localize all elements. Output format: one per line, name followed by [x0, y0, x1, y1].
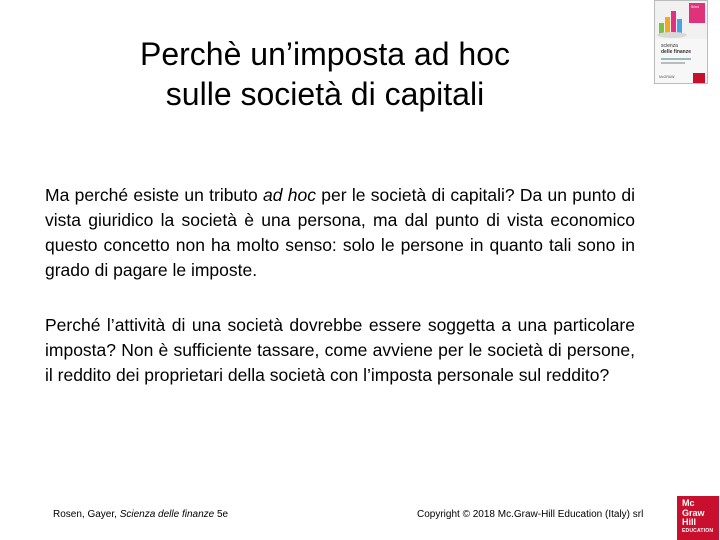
cover-title-line1: scienza	[661, 43, 678, 49]
paragraph-1-italic: ad hoc	[263, 185, 317, 205]
logo-line4: EDUCATION	[682, 527, 714, 534]
cover-subtitle-bar-2	[661, 62, 685, 64]
footer-citation-edition: 5e	[214, 509, 229, 520]
paragraph-2: Perché l’attività di una società dovrebbe essere soggetta a una particolare imposta? Non è sufficiente tassare, come avviene per le società di persone, il reddito dei proprietari della società con l’imposta personale sul reddito?	[45, 315, 635, 385]
cover-publisher: McGRAW	[659, 75, 675, 79]
slide-title-line1: Perchè un’imposta ad hoc	[140, 36, 510, 72]
slide-title	[60, 34, 590, 114]
footer-citation-authors: Rosen, Gayer,	[53, 509, 120, 520]
cover-title	[661, 44, 705, 55]
mcgraw-hill-education-logo	[677, 496, 719, 540]
slide-title-line2: sulle società di capitali	[165, 76, 485, 112]
paragraph-1-part3: per le società di capitali? Da un punto di vista giuridico la società è una persona, ma dal punto di vista economico questo concetto non ha molto senso: solo le persone in quanto tali sono in grado di pagare le imposte.	[45, 185, 635, 280]
cover-edition: 5/ed	[691, 4, 699, 9]
cover-subtitle-bar	[661, 58, 691, 60]
footer-copyright: Copyright © 2018 Mc.Graw-Hill Education (Italy) srl	[417, 509, 644, 520]
footer-citation	[53, 509, 228, 520]
cover-publisher-logo	[693, 73, 705, 83]
logo-line1: Mc	[682, 498, 695, 508]
book-cover-thumbnail	[654, 0, 708, 84]
cover-title-line2: delle finanze	[661, 48, 692, 55]
footer-citation-title: Scienza delle finanze	[119, 509, 215, 520]
paragraph-1	[45, 183, 635, 283]
paragraph-1-part1: Ma perché esiste un tributo	[45, 185, 264, 205]
logo-line2: Graw	[682, 507, 705, 518]
cover-edition-badge	[689, 3, 705, 23]
logo-line3: Hill	[682, 517, 697, 527]
